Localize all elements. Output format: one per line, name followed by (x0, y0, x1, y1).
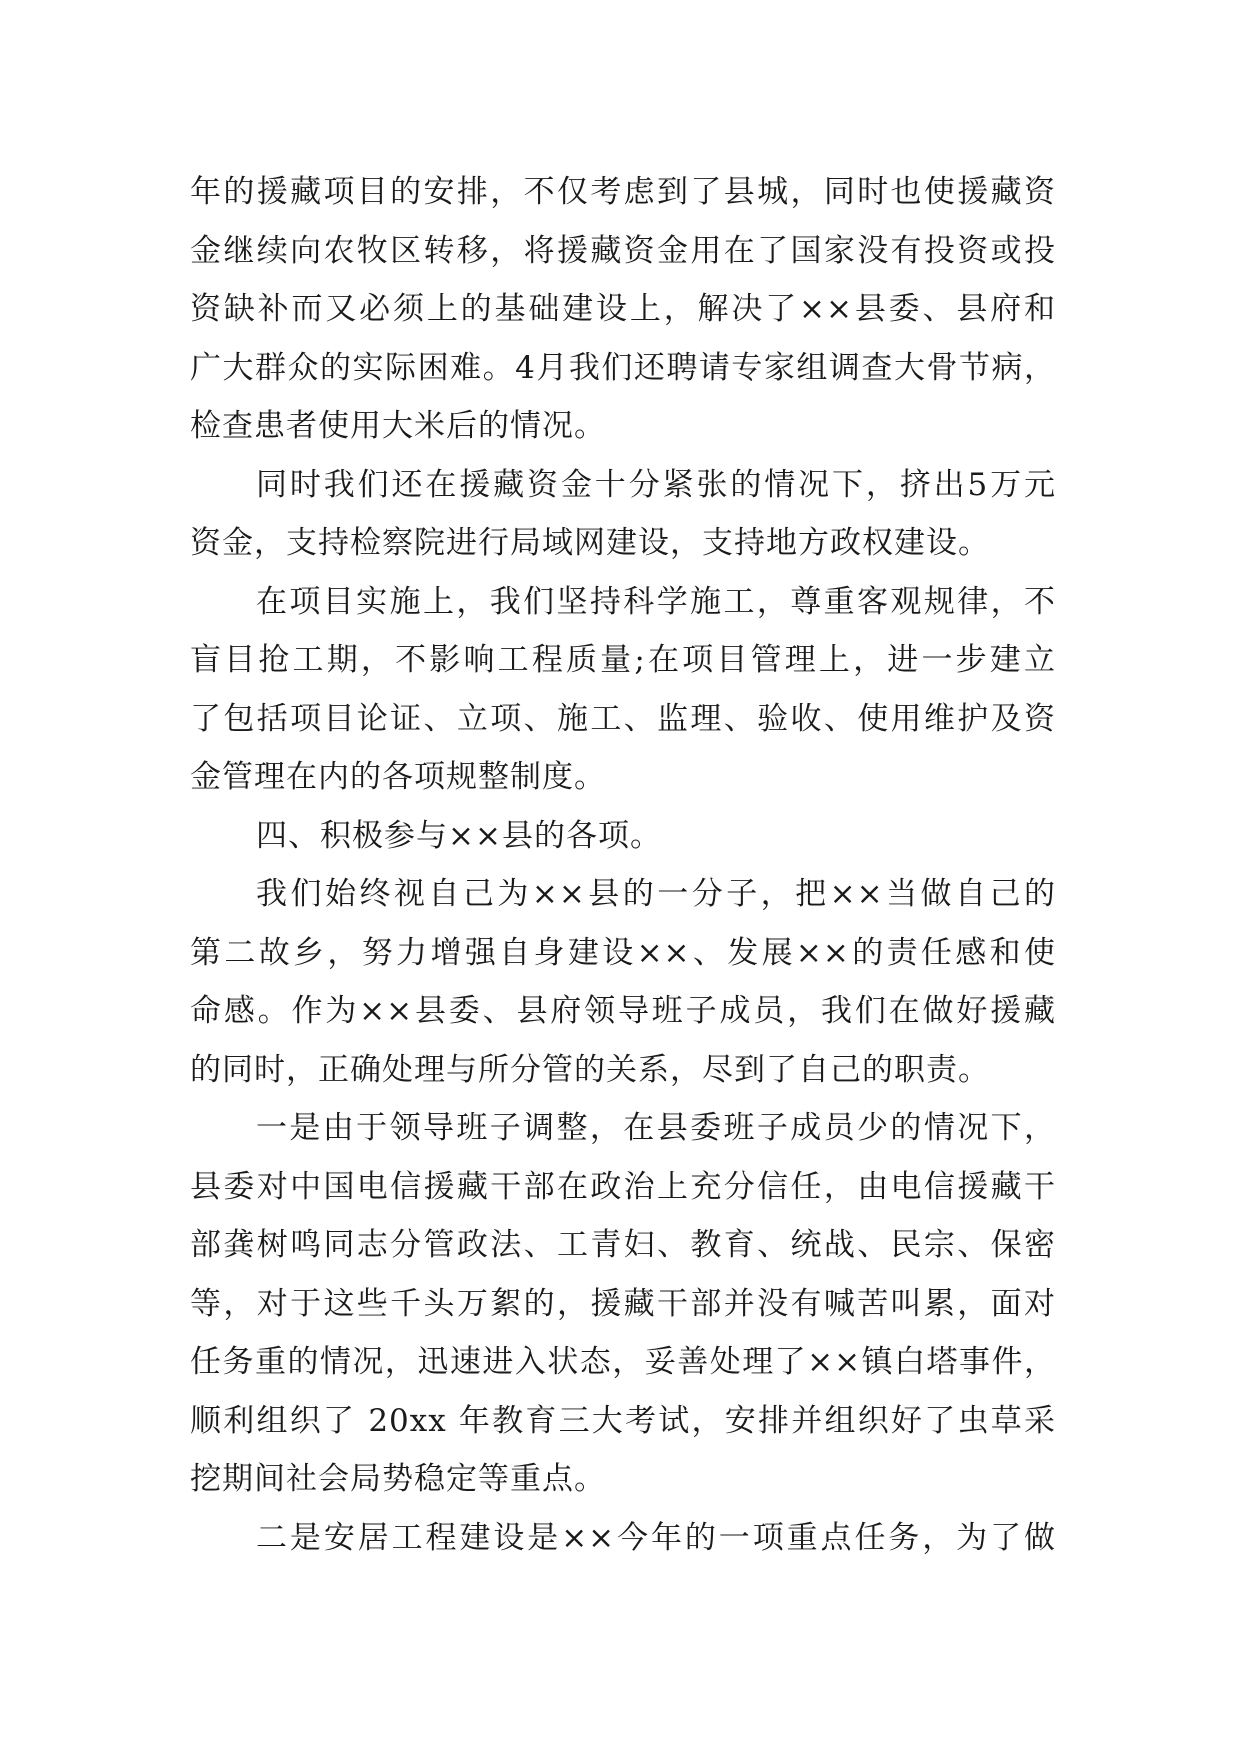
text-line: 顺利组织了 20xx 年教育三大考试，安排并组织好了虫草采 (190, 1402, 1056, 1439)
text-line: 任务重的情况，迅速进入状态，妥善处理了××镇白塔事件， (190, 1344, 1056, 1380)
text-line: 检查患者使用大米后的情况。 (190, 408, 606, 444)
section-heading: 四、积极参与××县的各项。 (256, 817, 662, 854)
text-line: 了包括项目论证、立项、施工、监理、验收、使用维护及资 (190, 700, 1056, 737)
paragraph-start-line: 同时我们还在援藏资金十分紧张的情况下，挤出5万元 (256, 466, 1056, 503)
text-line: 命感。作为××县委、县府领导班子成员，我们在做好援藏 (190, 993, 1056, 1029)
text-line: 金管理在内的各项规整制度。 (190, 759, 606, 795)
text-line: 等，对于这些千头万絮的，援藏干部并没有喊苦叫累，面对 (190, 1285, 1056, 1322)
text-line: 广大群众的实际困难。4月我们还聘请专家组调查大骨节病， (190, 349, 1056, 386)
text-line: 金继续向农牧区转移，将援藏资金用在了国家没有投资或投 (190, 232, 1056, 269)
text-line: 年的援藏项目的安排，不仅考虑到了县城，同时也使援藏资 (190, 174, 1056, 210)
text-line: 的同时，正确处理与所分管的关系，尽到了自己的职责。 (190, 1051, 990, 1088)
paragraph-start-line: 在项目实施上，我们坚持科学施工，尊重客观规律，不 (256, 583, 1056, 620)
paragraph-start-line: 二是安居工程建设是××今年的一项重点任务，为了做 (256, 1519, 1056, 1556)
paragraph-start-line: 一是由于领导班子调整，在县委班子成员少的情况下， (256, 1110, 1056, 1146)
text-line: 部龚树鸣同志分管政法、工青妇、教育、统战、民宗、保密 (190, 1227, 1056, 1263)
text-line: 县委对中国电信援藏干部在政治上充分信任，由电信援藏干 (190, 1168, 1056, 1205)
text-line: 挖期间社会局势稳定等重点。 (190, 1461, 606, 1497)
text-line: 第二故乡，努力增强自身建设××、发展××的责任感和使 (190, 934, 1056, 971)
text-line: 盲目抢工期，不影响工程质量;在项目管理上，进一步建立 (190, 642, 1056, 678)
text-line: 资缺补而又必须上的基础建设上，解决了××县委、县府和 (190, 291, 1056, 327)
document-body (190, 163, 1056, 1567)
text-line: 资金，支持检察院进行局域网建设，支持地方政权建设。 (190, 525, 990, 561)
paragraph-start-line: 我们始终视自己为××县的一分子，把××当做自己的 (256, 876, 1056, 912)
